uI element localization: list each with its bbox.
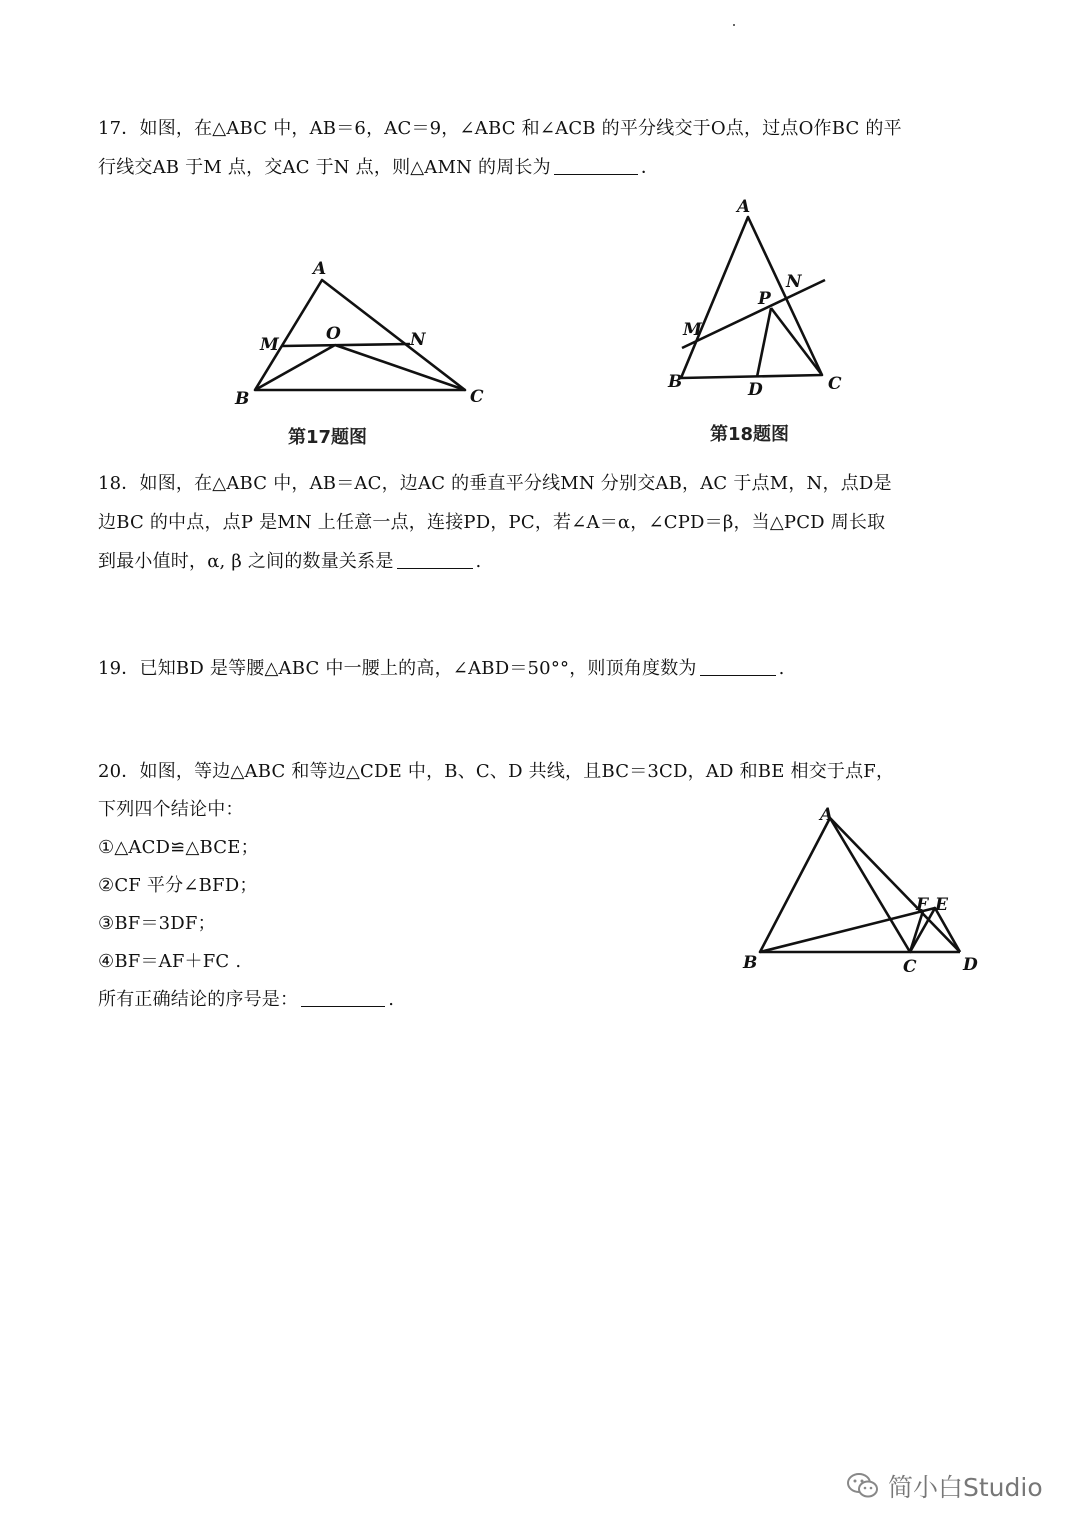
q20-option-3: ③BF＝3DF； [98, 913, 216, 934]
segment-ad [830, 818, 960, 952]
q19-end: . [778, 658, 785, 679]
q18-line3-end: . [475, 551, 482, 572]
figure-18 [660, 195, 860, 450]
segment-co [335, 345, 465, 390]
label-d: D [748, 380, 763, 400]
q20-line1: 20．如图，等边△ABC 和等边△CDE 中，B、C、D 共线，且BC＝3CD，AD 和BE 相交于点F， [98, 761, 895, 782]
wechat-icon [846, 1471, 880, 1501]
label-b: B [743, 953, 758, 973]
label-m: M [260, 335, 279, 355]
label-a: A [820, 805, 834, 825]
label-m: M [683, 320, 702, 340]
q18-line3 [98, 550, 481, 574]
q18-line2: 边BC 的中点，点P 是MN 上任意一点，连接PD，PC，若∠A＝α，∠CPD＝β，当△PCD 周长取 [98, 512, 886, 533]
q18-line3-text: 到最小值时，α, β 之间的数量关系是 [98, 551, 394, 572]
label-c: C [828, 374, 842, 394]
segment-mn [282, 344, 410, 346]
label-o: O [326, 324, 341, 344]
figure-17-caption: 第17题图 [288, 427, 368, 448]
watermark-text: 简小白Studio [888, 1473, 1043, 1502]
figure-20 [735, 800, 985, 980]
label-d: D [963, 955, 978, 975]
label-b: B [235, 389, 250, 409]
q17-line2-text: 行线交AB 于M 点，交AC 于N 点，则△AMN 的周长为 [98, 157, 551, 178]
label-c: C [903, 957, 917, 977]
label-a: A [313, 259, 327, 279]
label-c: C [470, 387, 484, 407]
q19-answer-blank[interactable] [700, 657, 776, 676]
figure-17 [220, 250, 500, 450]
triangle-abc [681, 217, 822, 378]
q17-line1: 17．如图，在△ABC 中，AB＝6，AC＝9，∠ABC 和∠ACB 的平分线交于O点，过点O作BC 的平 [98, 118, 902, 139]
q19-text: 19．已知BD 是等腰△ABC 中一腰上的高，∠ABD＝50°°，则顶角度数为 [98, 658, 697, 679]
q17-line2-end: ． [640, 157, 660, 178]
q20-answer-blank[interactable] [301, 988, 385, 1007]
label-n: N [410, 330, 426, 350]
label-a: A [737, 197, 751, 217]
label-b: B [668, 372, 683, 392]
q17-answer-blank[interactable] [554, 156, 638, 175]
scan-speck [733, 24, 735, 26]
label-n: N [786, 272, 802, 292]
q20-option-1: ①△ACD≌△BCE； [98, 837, 259, 858]
segment-be [760, 908, 935, 952]
segment-pd [757, 308, 771, 377]
label-e: E [935, 895, 948, 915]
watermark [846, 1466, 1043, 1506]
figure-18-caption: 第18题图 [710, 424, 790, 445]
q20-answer-line [98, 988, 394, 1012]
label-f: F [916, 895, 929, 915]
q20-option-2: ②CF 平分∠BFD； [98, 875, 258, 896]
q18-line1: 18．如图，在△ABC 中，AB＝AC，边AC 的垂直平分线MN 分别交AB，AC 于点M，N，点D是 [98, 473, 892, 494]
q20-line2: 下列四个结论中： [98, 799, 244, 820]
q20-answer-end: . [388, 989, 395, 1010]
label-p: P [758, 289, 771, 309]
q19-line1 [98, 657, 785, 681]
q18-answer-blank[interactable] [397, 550, 473, 569]
q17-line2 [98, 156, 659, 180]
q20-answer-text: 所有正确结论的序号是： [98, 989, 299, 1010]
q20-option-4: ④BF＝AF＋FC . [98, 951, 242, 972]
